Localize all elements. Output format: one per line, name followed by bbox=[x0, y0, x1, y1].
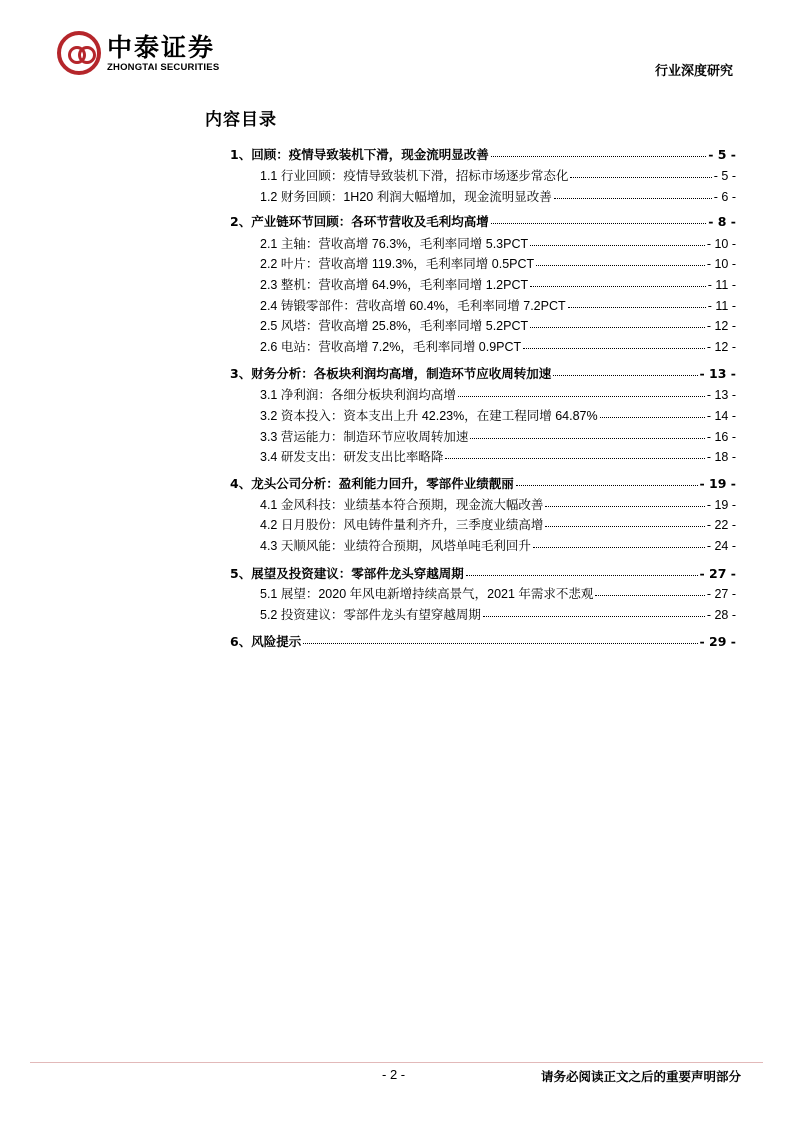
toc-entry-label: 4.1 金风科技：业绩基本符合预期，现金流大幅改善 bbox=[260, 498, 544, 512]
company-logo bbox=[57, 31, 219, 75]
toc-page-number: - 5 - bbox=[708, 147, 736, 162]
toc-entry-label: 2.1 主轴：营收高增 76.3%，毛利率同增 5.3PCT bbox=[260, 237, 529, 251]
toc-leader-dots bbox=[553, 375, 697, 376]
toc-page-number: - 5 - bbox=[713, 169, 736, 183]
toc-page-number: - 24 - bbox=[706, 539, 736, 553]
toc-page-number: - 14 - bbox=[706, 409, 736, 423]
toc-section-link[interactable] bbox=[230, 364, 736, 382]
toc-entry-label: 3.1 净利润：各细分板块利润均高增 bbox=[260, 388, 456, 402]
toc-page-number: - 19 - bbox=[699, 476, 736, 491]
toc-subsection-link[interactable] bbox=[260, 254, 736, 272]
toc-entry-label: 4.3 天顺风能：业绩符合预期，风塔单吨毛利回升 bbox=[260, 539, 531, 553]
toc-page-number: - 28 - bbox=[706, 608, 736, 622]
toc-leader-dots bbox=[595, 595, 704, 596]
toc-leader-dots bbox=[545, 506, 704, 507]
toc-entry-label: 5.1 展望：2020 年风电新增持续高景气，2021 年需求不悲观 bbox=[260, 587, 594, 601]
toc-leader-dots bbox=[470, 438, 704, 439]
toc-section-link[interactable] bbox=[230, 145, 736, 163]
toc-leader-dots bbox=[466, 575, 698, 576]
toc-subsection-link[interactable] bbox=[260, 187, 736, 205]
logo-emblem-icon bbox=[57, 31, 101, 75]
toc-subsection-link[interactable] bbox=[260, 234, 736, 252]
toc-page-number: - 16 - bbox=[706, 430, 736, 444]
logo-english-name: ZHONGTAI SECURITIES bbox=[107, 61, 220, 73]
page-number: - 2 - bbox=[382, 1067, 406, 1082]
toc-leader-dots bbox=[570, 177, 711, 178]
toc-leader-dots bbox=[445, 458, 704, 459]
toc-entry-label: 2、产业链环节回顾：各环节营收及毛利均高增 bbox=[230, 214, 489, 229]
toc-page-number: - 27 - bbox=[706, 587, 736, 601]
toc-page-number: - 19 - bbox=[706, 498, 736, 512]
toc-section-link[interactable] bbox=[230, 632, 736, 650]
toc-subsection-link[interactable] bbox=[260, 584, 736, 602]
toc-page-number: - 11 - bbox=[707, 299, 736, 313]
toc-entry-label: 2.2 叶片：营收高增 119.3%，毛利率同增 0.5PCT bbox=[260, 257, 535, 271]
toc-page-number: - 6 - bbox=[713, 190, 736, 204]
toc-entry-label: 4.2 日月股份：风电铸件量利齐升，三季度业绩高增 bbox=[260, 518, 544, 532]
toc-leader-dots bbox=[533, 547, 705, 548]
toc-subsection-link[interactable] bbox=[260, 406, 736, 424]
toc-leader-dots bbox=[523, 348, 705, 349]
toc-leader-dots bbox=[568, 307, 706, 308]
toc-subsection-link[interactable] bbox=[260, 536, 736, 554]
toc-entry-label: 2.5 风塔：营收高增 25.8%，毛利率同增 5.2PCT bbox=[260, 319, 529, 333]
toc-entry-label: 5、展望及投资建议：零部件龙头穿越周期 bbox=[230, 566, 464, 581]
footer-disclaimer: 请务必阅读正文之后的重要声明部分 bbox=[540, 1069, 741, 1084]
toc-entry-label: 5.2 投资建议：零部件龙头有望穿越周期 bbox=[260, 608, 481, 622]
toc-leader-dots bbox=[554, 198, 712, 199]
toc-leader-dots bbox=[491, 156, 707, 157]
toc-subsection-link[interactable] bbox=[260, 166, 736, 184]
toc-page-number: - 13 - bbox=[699, 366, 736, 381]
toc-page-number: - 10 - bbox=[706, 257, 736, 271]
toc-subsection-link[interactable] bbox=[260, 385, 736, 403]
toc-entry-label: 1.1 行业回顾：疫情导致装机下滑，招标市场逐步常态化 bbox=[260, 169, 569, 183]
report-type: 行业深度研究 bbox=[654, 64, 733, 79]
toc-page-number: - 12 - bbox=[706, 319, 736, 333]
toc-entry-label: 6、风险提示 bbox=[230, 634, 302, 649]
toc-subsection-link[interactable] bbox=[260, 447, 736, 465]
toc-subsection-link[interactable] bbox=[260, 337, 736, 355]
toc-entry-label: 4、龙头公司分析：盈利能力回升，零部件业绩靓丽 bbox=[230, 476, 514, 491]
toc-subsection-link[interactable] bbox=[260, 427, 736, 445]
toc-entry-label: 3、财务分析：各板块利润均高增，制造环节应收周转加速 bbox=[230, 366, 552, 381]
toc-page-number: - 13 - bbox=[706, 388, 736, 402]
toc-section-link[interactable] bbox=[230, 474, 736, 492]
toc-leader-dots bbox=[516, 485, 698, 486]
toc-leader-dots bbox=[483, 616, 705, 617]
toc-leader-dots bbox=[536, 265, 705, 266]
toc-leader-dots bbox=[545, 526, 704, 527]
toc-subsection-link[interactable] bbox=[260, 495, 736, 513]
toc-leader-dots bbox=[530, 245, 705, 246]
logo-chinese-name: 中泰证券 bbox=[107, 32, 216, 62]
toc-entry-label: 3.2 资本投入：资本支出上升 42.23%，在建工程同增 64.87% bbox=[260, 409, 598, 423]
toc-subsection-link[interactable] bbox=[260, 515, 736, 533]
toc-leader-dots bbox=[491, 223, 707, 224]
toc-entry-label: 2.3 整机：营收高增 64.9%，毛利率同增 1.2PCT bbox=[260, 278, 529, 292]
toc-entry-label: 1、回顾：疫情导致装机下滑，现金流明显改善 bbox=[230, 147, 489, 162]
toc-page-number: - 22 - bbox=[706, 518, 736, 532]
toc-page-number: - 8 - bbox=[708, 214, 736, 229]
toc-entry-label: 3.3 营运能力：制造环节应收周转加速 bbox=[260, 430, 469, 444]
toc-leader-dots bbox=[458, 396, 705, 397]
toc-leader-dots bbox=[530, 286, 706, 287]
toc-entry-label: 1.2 财务回顾：1H20 利润大幅增加，现金流明显改善 bbox=[260, 190, 552, 204]
toc-page-number: - 12 - bbox=[706, 340, 736, 354]
toc-subsection-link[interactable] bbox=[260, 605, 736, 623]
toc-page-number: - 11 - bbox=[707, 278, 736, 292]
toc-page-number: - 27 - bbox=[699, 566, 736, 581]
toc-section-link[interactable] bbox=[230, 212, 736, 230]
toc-page-number: - 18 - bbox=[706, 450, 736, 464]
toc-page-number: - 29 - bbox=[699, 634, 736, 649]
toc-subsection-link[interactable] bbox=[260, 316, 736, 334]
toc-leader-dots bbox=[530, 327, 705, 328]
toc-leader-dots bbox=[600, 417, 705, 418]
toc-subsection-link[interactable] bbox=[260, 275, 736, 293]
toc-entry-label: 2.4 铸锻零部件：营收高增 60.4%，毛利率同增 7.2PCT bbox=[260, 299, 566, 313]
toc-page-number: - 10 - bbox=[706, 237, 736, 251]
toc-section-link[interactable] bbox=[230, 564, 736, 582]
toc-subsection-link[interactable] bbox=[260, 296, 736, 314]
toc-leader-dots bbox=[303, 643, 697, 644]
toc-entry-label: 2.6 电站：营收高增 7.2%，毛利率同增 0.9PCT bbox=[260, 340, 522, 354]
footer-divider bbox=[30, 1062, 763, 1063]
toc-title: 内容目录 bbox=[205, 110, 277, 130]
toc-entry-label: 3.4 研发支出：研发支出比率略降 bbox=[260, 450, 444, 464]
